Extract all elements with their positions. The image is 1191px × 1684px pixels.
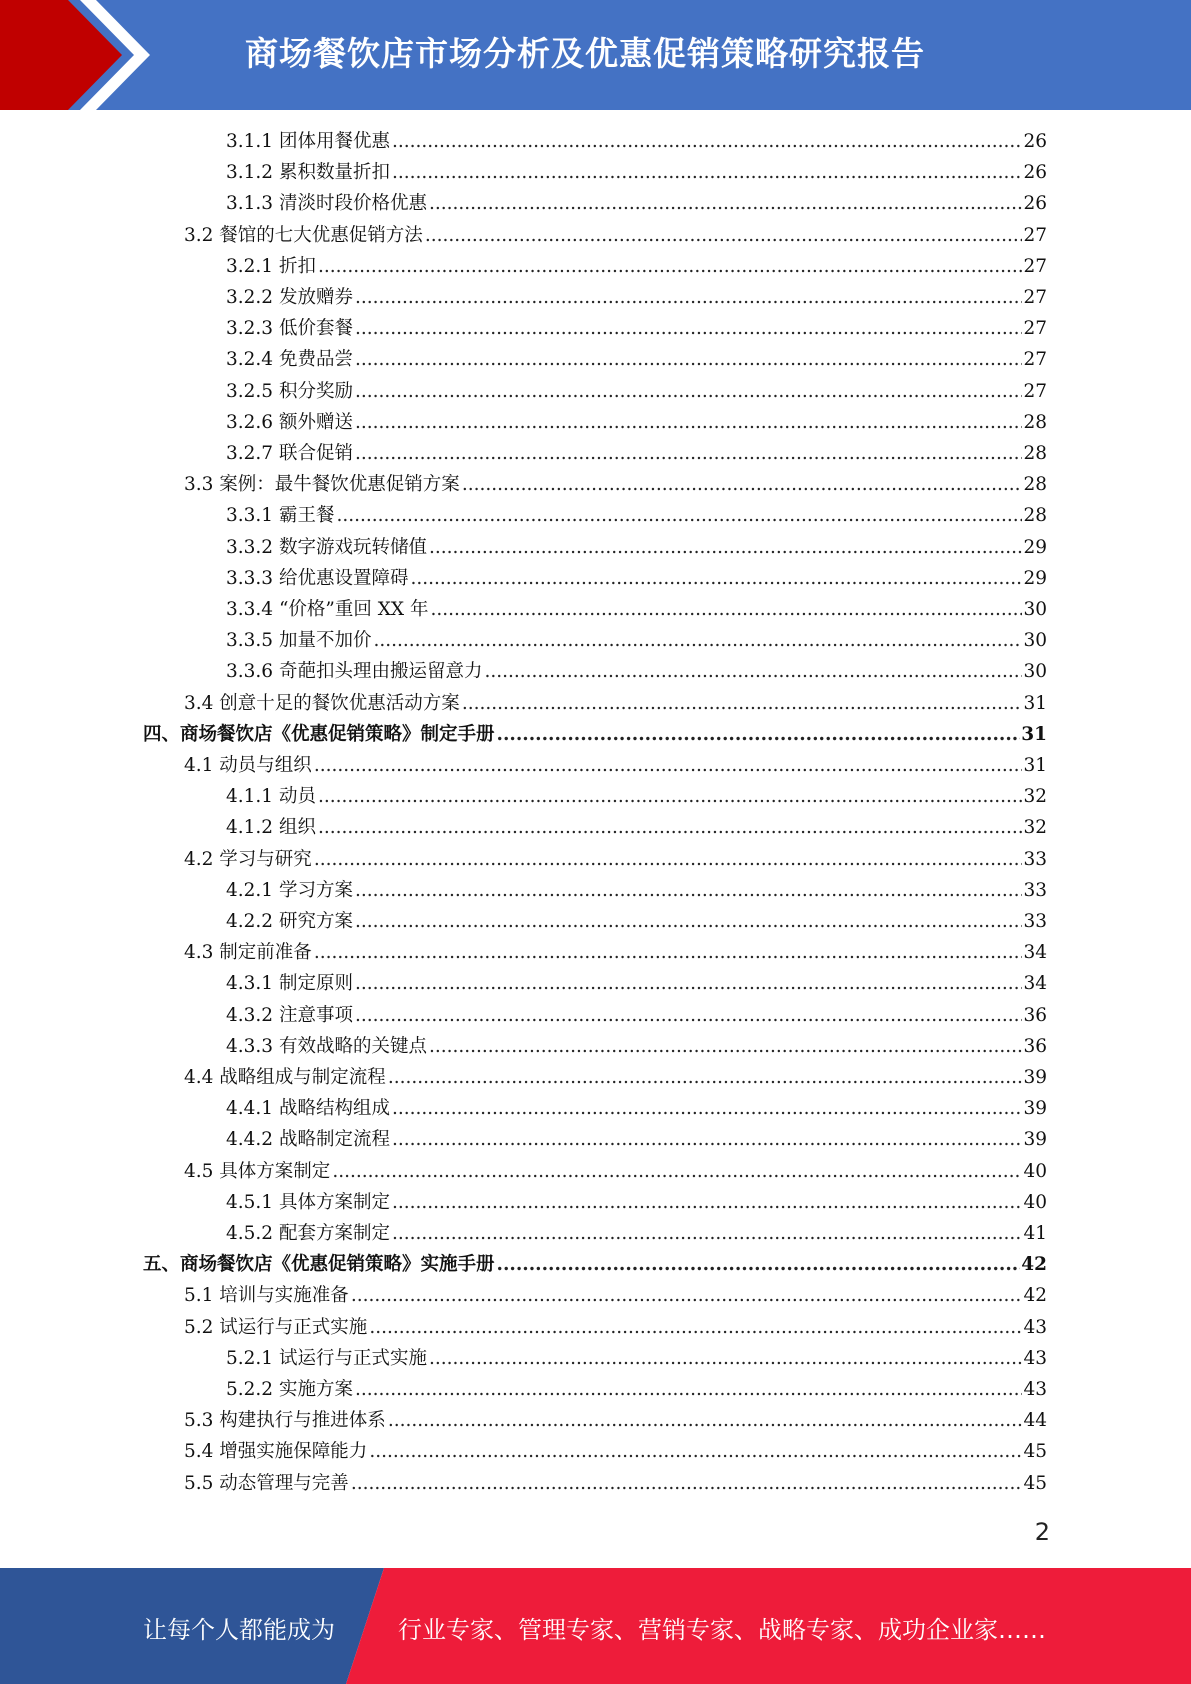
- toc-entry-page: 30: [1023, 599, 1047, 620]
- toc-entry-page: 39: [1023, 1067, 1047, 1088]
- toc-dot-leader: [355, 440, 1023, 468]
- toc-dot-leader: [429, 1345, 1022, 1373]
- toc-entry-page: 26: [1023, 162, 1047, 184]
- toc-entry-label: 4.3.1 制定原则: [226, 973, 353, 995]
- toc-dot-leader: [430, 596, 1022, 624]
- toc-dot-leader: [318, 253, 1023, 281]
- toc-entry-page: 26: [1023, 131, 1047, 152]
- toc-entry[interactable]: [226, 970, 1047, 998]
- toc-entry[interactable]: [184, 1407, 1047, 1435]
- toc-dot-leader: [355, 315, 1023, 343]
- toc-entry[interactable]: [226, 378, 1047, 406]
- toc-entry-page: 45: [1023, 1441, 1047, 1463]
- toc-entry-page: 28: [1023, 411, 1047, 433]
- toc-dot-leader: [392, 1189, 1022, 1217]
- toc-entry-label: 3.1.1 团体用餐优惠: [226, 131, 390, 152]
- toc-entry-label: 4.4.2 战略制定流程: [226, 1129, 390, 1151]
- toc-entry-label: 4.5 具体方案制定: [184, 1160, 331, 1182]
- toc-dot-leader: [373, 627, 1022, 655]
- toc-entry-page: 32: [1023, 817, 1047, 839]
- toc-entry-page: 34: [1023, 942, 1047, 964]
- toc-entry-page: 40: [1023, 1160, 1047, 1182]
- toc-entry-label: 5.2 试运行与正式实施: [184, 1316, 368, 1338]
- toc-entry-label: 4.4 战略组成与制定流程: [184, 1067, 386, 1088]
- toc-entry-label: 4.1 动员与组织: [184, 755, 312, 776]
- toc-entry[interactable]: [226, 1376, 1047, 1404]
- toc-entry[interactable]: [226, 1345, 1047, 1373]
- toc-dot-leader: [351, 1282, 1023, 1310]
- toc-entry-label: 4.1.1 动员: [226, 786, 316, 808]
- toc-entry-label: 4.4.1 战略结构组成: [226, 1098, 390, 1120]
- toc-entry[interactable]: [226, 1189, 1047, 1217]
- toc-entry-page: 32: [1023, 786, 1047, 808]
- page-number: 2: [1034, 1518, 1050, 1546]
- toc-entry-label: 5.3 构建执行与推进体系: [184, 1410, 386, 1432]
- toc-entry[interactable]: [184, 222, 1047, 250]
- toc-dot-leader: [392, 1126, 1022, 1154]
- toc-dot-leader: [355, 409, 1023, 437]
- toc-entry-label: 4.2.2 研究方案: [226, 911, 353, 932]
- toc-entry-label: 3.2.2 发放赠券: [226, 287, 353, 308]
- toc-entry-page: 29: [1023, 567, 1047, 589]
- toc-entry[interactable]: [226, 1033, 1047, 1061]
- toc-entry[interactable]: [226, 877, 1047, 905]
- toc-entry-label: 3.3.1 霸王餐: [226, 505, 335, 527]
- toc-entry[interactable]: [184, 1282, 1047, 1310]
- toc-entry-label: 3.2.5 积分奖励: [226, 380, 353, 402]
- toc-entry-page: 43: [1023, 1316, 1047, 1338]
- toc-dot-leader: [369, 1438, 1022, 1466]
- toc-entry-label: 3.2.7 联合促销: [226, 443, 353, 464]
- toc-entry-page: 27: [1023, 287, 1047, 308]
- toc-entry[interactable]: [226, 783, 1047, 811]
- page-footer: [0, 1568, 1191, 1684]
- toc-entry-page: 36: [1023, 1035, 1047, 1057]
- toc-entry-label: 4.2 学习与研究: [184, 848, 312, 870]
- toc-dot-leader: [425, 222, 1023, 250]
- toc-entry-page: 36: [1023, 1004, 1047, 1026]
- toc-entry-page: 42: [1021, 1254, 1047, 1276]
- toc-entry[interactable]: [226, 284, 1047, 312]
- toc-dot-leader: [392, 1220, 1022, 1248]
- toc-entry-page: 44: [1023, 1410, 1047, 1432]
- toc-entry[interactable]: [143, 1251, 1047, 1279]
- toc-dot-leader: [392, 159, 1022, 187]
- toc-dot-leader: [355, 970, 1023, 998]
- toc-entry[interactable]: [226, 596, 1047, 624]
- toc-dot-leader: [429, 1033, 1022, 1061]
- toc-dot-leader: [392, 128, 1022, 156]
- toc-dot-leader: [484, 658, 1022, 686]
- toc-entry-page: 42: [1023, 1285, 1047, 1307]
- toc-entry-label: 4.3 制定前准备: [184, 942, 312, 964]
- toc-entry-label: 4.2.1 学习方案: [226, 879, 353, 901]
- toc-entry[interactable]: [226, 346, 1047, 374]
- toc-entry-label: 五、商场餐饮店《优惠促销策略》实施手册: [143, 1254, 495, 1276]
- toc-dot-leader: [314, 846, 1023, 874]
- toc-entry-page: 31: [1023, 692, 1047, 714]
- toc-dot-leader: [355, 877, 1023, 905]
- toc-entry[interactable]: [226, 658, 1047, 686]
- footer-slogan-right: 行业专家、管理专家、营销专家、战略专家、成功企业家……: [398, 1616, 1046, 1644]
- toc-dot-leader: [369, 1314, 1022, 1342]
- toc-entry[interactable]: [226, 440, 1047, 468]
- toc-entry[interactable]: [226, 1126, 1047, 1154]
- toc-dot-leader: [314, 939, 1023, 967]
- toc-entry-label: 3.3 案例：最牛餐饮优惠促销方案: [184, 474, 460, 496]
- toc-entry-label: 3.1.3 清淡时段价格优惠: [226, 193, 427, 215]
- toc-entry-page: 33: [1023, 879, 1047, 901]
- toc-entry[interactable]: [143, 721, 1047, 749]
- toc-entry-label: 5.1 培训与实施准备: [184, 1285, 349, 1307]
- toc-dot-leader: [392, 1095, 1022, 1123]
- toc-entry-page: 40: [1023, 1191, 1047, 1213]
- toc-dot-leader: [355, 378, 1023, 406]
- toc-entry[interactable]: [184, 846, 1047, 874]
- toc-entry-page: 41: [1023, 1223, 1047, 1244]
- toc-entry-label: 5.2.1 试运行与正式实施: [226, 1347, 427, 1369]
- toc-entry-label: 3.2.4 免费品尝: [226, 349, 353, 371]
- toc-entry-label: 3.1.2 累积数量折扣: [226, 162, 390, 184]
- toc-entry-label: 3.4 创意十足的餐饮优惠活动方案: [184, 692, 460, 714]
- toc-dot-leader: [314, 752, 1023, 780]
- toc-entry-label: 4.3.2 注意事项: [226, 1004, 353, 1026]
- toc-entry[interactable]: [226, 315, 1047, 343]
- toc-entry[interactable]: [184, 1438, 1047, 1466]
- toc-entry-label: 4.5.2 配套方案制定: [226, 1223, 390, 1244]
- toc-entry[interactable]: [226, 128, 1047, 156]
- toc-dot-leader: [497, 721, 1021, 749]
- toc-entry-page: 43: [1023, 1379, 1047, 1400]
- toc-dot-leader: [462, 690, 1023, 718]
- toc-dot-leader: [462, 471, 1023, 499]
- toc-entry-label: 3.3.6 奇葩扣头理由搬运留意力: [226, 661, 483, 683]
- toc-entry-label: 3.3.4 “价格”重回 XX 年: [226, 599, 429, 620]
- toc-dot-leader: [355, 1376, 1023, 1404]
- toc-entry-label: 4.3.3 有效战略的关键点: [226, 1035, 427, 1057]
- toc-entry-page: 39: [1023, 1098, 1047, 1120]
- toc-entry-page: 45: [1023, 1472, 1047, 1494]
- toc-entry-page: 27: [1023, 318, 1047, 340]
- toc-entry-label: 4.5.1 具体方案制定: [226, 1191, 390, 1213]
- toc-entry-page: 27: [1023, 380, 1047, 402]
- toc-entry-page: 30: [1023, 630, 1047, 652]
- toc-entry[interactable]: [184, 752, 1047, 780]
- toc-entry-label: 3.2 餐馆的七大优惠促销方法: [184, 224, 423, 246]
- toc-entry-label: 3.2.1 折扣: [226, 255, 316, 277]
- toc-entry[interactable]: [226, 1095, 1047, 1123]
- toc-entry[interactable]: [226, 159, 1047, 187]
- toc-dot-leader: [410, 565, 1022, 593]
- toc-entry[interactable]: [226, 253, 1047, 281]
- toc-entry-page: 33: [1023, 848, 1047, 870]
- toc-entry[interactable]: [184, 1158, 1047, 1186]
- toc-dot-leader: [355, 284, 1023, 312]
- toc-entry-label: 5.5 动态管理与完善: [184, 1472, 349, 1494]
- toc-entry-label: 3.3.2 数字游戏玩转储值: [226, 536, 427, 558]
- toc-entry-page: 39: [1023, 1129, 1047, 1151]
- toc-entry[interactable]: [184, 1470, 1047, 1498]
- toc-entry-page: 27: [1023, 224, 1047, 246]
- toc-entry[interactable]: [184, 1314, 1047, 1342]
- toc-dot-leader: [355, 346, 1023, 374]
- toc-entry-page: 34: [1023, 973, 1047, 995]
- toc-entry-page: 28: [1023, 474, 1047, 496]
- toc-entry[interactable]: [226, 534, 1047, 562]
- toc-entry[interactable]: [226, 409, 1047, 437]
- toc-entry-label: 3.3.3 给优惠设置障碍: [226, 567, 409, 589]
- toc-entry[interactable]: [226, 908, 1047, 936]
- toc-entry-page: 30: [1023, 661, 1047, 683]
- toc-entry[interactable]: [226, 1220, 1047, 1248]
- toc-entry-page: 33: [1023, 911, 1047, 932]
- toc-entry[interactable]: [226, 190, 1047, 218]
- toc-entry-page: 27: [1023, 255, 1047, 277]
- toc-entry-page: 31: [1023, 755, 1047, 776]
- toc-dot-leader: [336, 502, 1022, 530]
- toc-entry[interactable]: [226, 1002, 1047, 1030]
- toc-entry[interactable]: [226, 814, 1047, 842]
- toc-entry[interactable]: [184, 471, 1047, 499]
- toc-entry-page: 28: [1023, 443, 1047, 464]
- toc-entry-label: 3.3.5 加量不加价: [226, 630, 372, 652]
- toc-entry-label: 5.2.2 实施方案: [226, 1379, 353, 1400]
- toc-dot-leader: [388, 1407, 1023, 1435]
- toc-entry[interactable]: [226, 502, 1047, 530]
- toc-entry-label: 5.4 增强实施保障能力: [184, 1441, 368, 1463]
- report-title: 商场餐饮店市场分析及优惠促销策略研究报告: [245, 34, 925, 73]
- toc-entry[interactable]: [226, 565, 1047, 593]
- toc-entry[interactable]: [184, 939, 1047, 967]
- toc-entry-label: 4.1.2 组织: [226, 817, 316, 839]
- toc-entry-label: 3.2.3 低价套餐: [226, 318, 353, 340]
- toc-entry-page: 29: [1023, 536, 1047, 558]
- toc-entry-page: 31: [1021, 723, 1047, 745]
- toc-dot-leader: [429, 190, 1022, 218]
- toc-entry-label: 3.2.6 额外赠送: [226, 411, 353, 433]
- toc-dot-leader: [355, 908, 1023, 936]
- header-arrow-decoration: [0, 0, 160, 110]
- toc-dot-leader: [388, 1064, 1023, 1092]
- toc-dot-leader: [318, 814, 1023, 842]
- toc-entry[interactable]: [226, 627, 1047, 655]
- page-header: [0, 0, 1191, 110]
- footer-slogan-left: 让每个人都能成为: [143, 1616, 335, 1644]
- toc-dot-leader: [332, 1158, 1022, 1186]
- toc-dot-leader: [318, 783, 1023, 811]
- toc-entry-page: 28: [1023, 505, 1047, 527]
- toc-dot-leader: [351, 1470, 1023, 1498]
- toc-dot-leader: [355, 1002, 1023, 1030]
- toc-entry-page: 27: [1023, 349, 1047, 371]
- toc-entry[interactable]: [184, 690, 1047, 718]
- toc-entry-label: 四、商场餐饮店《优惠促销策略》制定手册: [143, 723, 495, 745]
- toc-dot-leader: [429, 534, 1022, 562]
- toc-entry-page: 43: [1023, 1347, 1047, 1369]
- toc-dot-leader: [497, 1251, 1021, 1279]
- toc-entry-page: 26: [1023, 193, 1047, 215]
- toc-entry[interactable]: [184, 1064, 1047, 1092]
